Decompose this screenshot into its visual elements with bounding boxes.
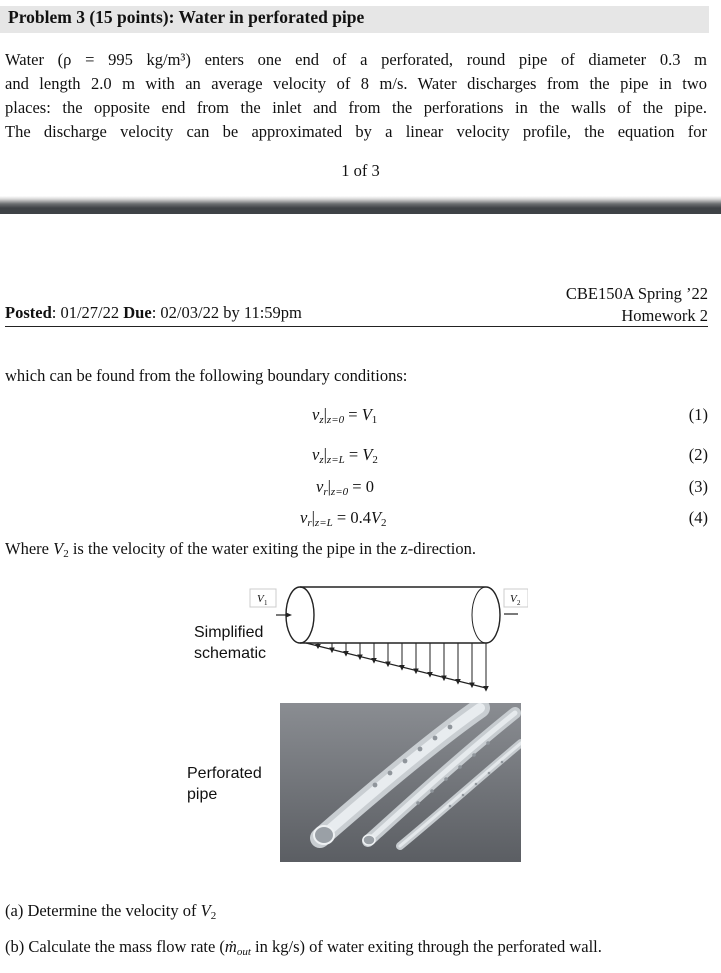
due-date: : 02/03/22 by 11:59pm xyxy=(151,303,302,322)
posted-due-line xyxy=(5,303,302,323)
tube-opening-large xyxy=(314,826,334,844)
where-sentence: Where $V_2$ is the velocity of the water exiting the pipe in the z-direction. xyxy=(5,539,477,560)
boundary-conditions-intro: which can be found from the following boundary conditions: xyxy=(5,366,408,385)
statement-line-1: Water (ρ = 995 kg/m³) enters one end of a perforated, round pipe of diameter 0.3 m xyxy=(5,50,707,69)
inlet-arrow-icon xyxy=(286,613,292,618)
homework-label: Homework 2 xyxy=(621,306,708,325)
v1-sub: 1 xyxy=(264,599,268,607)
page-number: 1 of 3 xyxy=(341,161,380,180)
course-name: CBE150A Spring ’22 xyxy=(565,284,708,303)
statement-line-2: and length 2.0 m with an average velocity of 8 m/s. Water discharges from the pipe in two xyxy=(5,74,707,93)
perforated-pipe-photo xyxy=(280,703,521,862)
header-rule xyxy=(5,326,708,327)
equation-number-1: (1) xyxy=(688,405,708,424)
page-separator xyxy=(0,196,721,214)
v2-sub: 2 xyxy=(517,599,521,607)
v2-label: V xyxy=(510,593,517,605)
equation-2: $v_z|_{z=L} = V_2$ xyxy=(312,445,378,466)
posted-date: : 01/27/22 xyxy=(51,303,120,322)
schematic-caption: Simplified schematic xyxy=(194,624,267,662)
question-a: (a) Determine the velocity of $V_2$ xyxy=(5,901,217,922)
pipe-schematic xyxy=(248,578,528,694)
equation-number-3: (3) xyxy=(688,477,708,496)
statement-line-3: places: the opposite end from the inlet and from the perforations in the walls of the pipe. xyxy=(5,98,707,117)
equation-4: $v_r|_{z=L} = 0.4V_2$ xyxy=(300,508,387,529)
course-header xyxy=(566,283,708,327)
due-label: Due xyxy=(123,303,152,322)
v1-label: V xyxy=(257,593,264,605)
equation-3: $v_r|_{z=0} = 0$ xyxy=(316,477,374,498)
equation-number-2: (2) xyxy=(688,445,708,464)
perforation-flow-arrows xyxy=(316,643,488,691)
problem-title: Problem 3 (15 points): Water in perforated pipe xyxy=(8,7,365,27)
statement-line-4: The discharge velocity can be approximated by a linear velocity profile, the equation for xyxy=(5,122,707,141)
posted-label: Posted xyxy=(5,303,52,322)
problem-statement xyxy=(5,48,707,144)
equation-number-4: (4) xyxy=(688,508,708,527)
question-b: (b) Calculate the mass flow rate (ṁ$_{out}$ in kg/s) of water exiting through the perforated wall. xyxy=(5,937,602,958)
equation-1: $v_z|_{z=0} = V_1$ xyxy=(312,405,378,426)
photo-caption: Perforated pipe xyxy=(187,765,262,803)
